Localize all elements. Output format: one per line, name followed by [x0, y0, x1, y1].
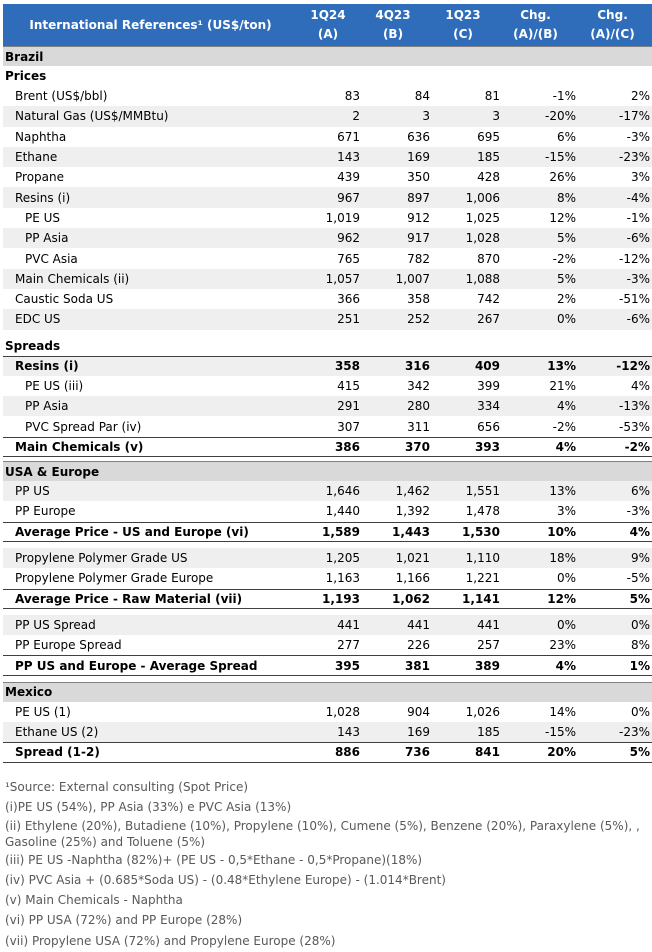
row-label: PP US and Europe - Average Spread — [15, 658, 258, 673]
value-1q23: 1,088 — [465, 271, 500, 286]
row-label: Main Chemicals (ii) — [15, 271, 130, 286]
value-1q24: 386 — [334, 439, 360, 454]
value-chg-ac: 2% — [630, 89, 650, 104]
value-chg-ab: 0% — [556, 571, 576, 586]
value-chg-ac: 8% — [630, 638, 650, 653]
value-4q23: 1,007 — [395, 271, 430, 286]
value-4q23: 350 — [407, 170, 430, 185]
value-1q23: 695 — [477, 129, 500, 144]
value-chg-ab: 12% — [547, 591, 576, 606]
row-label: PE US (1) — [15, 704, 71, 719]
row-label: PP US — [15, 484, 50, 499]
value-1q23: 399 — [477, 379, 500, 393]
row-label: PE US (iii) — [25, 379, 84, 393]
value-4q23: 280 — [407, 399, 430, 414]
value-chg-ac: -3% — [626, 129, 650, 144]
value-chg-ac: 9% — [630, 551, 650, 566]
value-4q23: 358 — [407, 292, 430, 307]
value-chg-ac: 6% — [630, 484, 650, 499]
value-1q24: 277 — [337, 638, 360, 653]
value-1q24: 143 — [337, 150, 360, 165]
value-1q23: 3 — [492, 109, 500, 124]
value-chg-ac: -12% — [618, 251, 650, 266]
value-1q24: 967 — [337, 190, 360, 205]
value-chg-ac: 0% — [630, 704, 650, 719]
section-usa-europe: USA & Europe — [3, 461, 652, 481]
table-row — [3, 289, 652, 309]
value-1q24: 439 — [337, 170, 360, 185]
table-row — [3, 742, 652, 762]
table-row — [3, 615, 652, 635]
value-4q23: 782 — [407, 251, 430, 266]
table-row — [3, 702, 652, 722]
value-chg-ab: 6% — [556, 129, 576, 144]
section-brazil: Brazil — [3, 46, 652, 66]
value-chg-ab: -2% — [552, 251, 576, 266]
value-chg-ac: -5% — [626, 571, 650, 586]
row-label: PVC Asia — [25, 251, 78, 266]
table-row — [3, 655, 652, 675]
table-title: International References¹ (US$/ton) — [29, 18, 272, 32]
value-4q23: 316 — [404, 359, 430, 374]
footnote-source: ¹Source: External consulting (Spot Price) — [5, 780, 249, 794]
row-label: Resins (i) — [15, 190, 71, 205]
table-row — [3, 228, 652, 248]
value-chg-ab: 21% — [549, 379, 576, 393]
value-1q23: 870 — [477, 251, 500, 266]
value-1q23: 742 — [477, 292, 500, 307]
row-label: PP Europe — [15, 504, 76, 519]
row-label: PP Asia — [25, 231, 69, 246]
footnote-vi: (vi) PP USA (72%) and PP Europe (28%) — [5, 913, 243, 928]
value-1q23: 1,026 — [465, 704, 500, 719]
value-chg-ab: 13% — [549, 484, 576, 499]
value-1q24: 83 — [344, 89, 360, 104]
value-1q24: 366 — [337, 292, 360, 307]
value-chg-ac: 1% — [629, 658, 650, 673]
column-header-chg-ac: Chg. (A)/(C) — [590, 8, 635, 41]
value-chg-ac: -13% — [618, 399, 650, 414]
value-1q24: 251 — [337, 312, 360, 327]
value-4q23: 897 — [407, 190, 430, 205]
value-4q23: 226 — [407, 638, 430, 653]
row-label: Naphtha — [15, 129, 67, 144]
value-4q23: 1,021 — [395, 551, 430, 566]
subsection-prices: Prices — [5, 69, 47, 83]
value-chg-ac: -2% — [624, 439, 650, 454]
value-chg-ac: 0% — [630, 617, 650, 632]
value-1q23: 1,551 — [465, 484, 500, 499]
column-header-1q23: 1Q23 (C) — [445, 8, 481, 41]
value-1q23: 428 — [477, 170, 500, 185]
value-1q23: 185 — [477, 725, 500, 740]
table-row — [3, 376, 652, 396]
value-4q23: 169 — [407, 150, 430, 165]
value-1q23: 1,478 — [465, 504, 500, 519]
value-4q23: 311 — [407, 419, 430, 434]
value-1q24: 307 — [337, 419, 360, 434]
value-chg-ab: 14% — [549, 704, 576, 719]
value-1q23: 409 — [474, 359, 500, 374]
value-chg-ab: 20% — [547, 745, 576, 760]
footnote-v: (v) Main Chemicals - Naphtha — [5, 893, 183, 908]
value-1q23: 1,141 — [462, 591, 500, 606]
value-chg-ac: -6% — [626, 231, 650, 246]
table-row — [3, 522, 652, 542]
value-4q23: 917 — [407, 231, 430, 246]
value-4q23: 169 — [407, 725, 430, 740]
value-chg-ab: 4% — [556, 399, 576, 414]
value-chg-ab: 4% — [555, 658, 576, 673]
column-header-4q23: 4Q23 (B) — [375, 8, 411, 41]
table-row — [3, 635, 652, 655]
value-chg-ac: -6% — [626, 312, 650, 327]
table-row — [3, 568, 652, 588]
table-row — [3, 309, 652, 329]
value-chg-ac: 4% — [629, 524, 650, 539]
row-label: PP Asia — [25, 399, 69, 414]
value-1q24: 1,057 — [325, 271, 360, 286]
value-1q24: 1,205 — [325, 551, 360, 566]
row-label: Propane — [15, 170, 64, 185]
row-label: PP US Spread — [15, 617, 96, 632]
value-chg-ab: 2% — [556, 292, 576, 307]
footnote-ii-cont: Gasoline (25%) and Toluene (5%) — [5, 834, 206, 849]
value-1q24: 886 — [334, 745, 360, 760]
value-chg-ac: -51% — [618, 292, 650, 307]
value-chg-ab: 23% — [549, 638, 576, 653]
value-chg-ab: 3% — [556, 504, 576, 519]
value-1q23: 1,025 — [465, 210, 500, 225]
value-chg-ab: 12% — [549, 210, 576, 225]
row-label: Resins (i) — [15, 359, 79, 374]
value-chg-ab: -15% — [544, 725, 576, 740]
value-chg-ab: 26% — [549, 170, 576, 185]
value-chg-ab: -1% — [552, 89, 576, 104]
column-header-chg-ab: Chg. (A)/(B) — [513, 8, 558, 41]
value-chg-ac: -53% — [618, 419, 650, 434]
value-chg-ac: -4% — [626, 190, 650, 205]
value-chg-ac: 5% — [629, 591, 650, 606]
table-row — [3, 437, 652, 457]
value-chg-ac: -3% — [626, 271, 650, 286]
value-1q23: 267 — [477, 312, 500, 327]
value-1q24: 1,028 — [325, 704, 360, 719]
value-chg-ac: 3% — [630, 170, 650, 185]
value-1q23: 841 — [474, 745, 500, 760]
row-label: Ethane — [15, 150, 58, 165]
value-1q24: 1,440 — [325, 504, 360, 519]
value-1q24: 143 — [337, 725, 360, 740]
row-label: Average Price - Raw Material (vii) — [15, 591, 243, 606]
value-chg-ac: -17% — [618, 109, 650, 124]
value-4q23: 252 — [407, 312, 430, 327]
value-4q23: 1,062 — [392, 591, 430, 606]
value-1q24: 671 — [337, 129, 360, 144]
value-chg-ab: -15% — [544, 150, 576, 165]
value-4q23: 904 — [407, 704, 430, 719]
value-1q23: 185 — [477, 150, 500, 165]
footnotes — [5, 777, 650, 951]
value-chg-ac: -23% — [618, 150, 650, 165]
value-4q23: 1,443 — [392, 524, 430, 539]
value-1q24: 1,589 — [322, 524, 360, 539]
value-1q24: 1,163 — [325, 571, 360, 586]
table-row — [3, 356, 652, 376]
value-4q23: 636 — [407, 129, 430, 144]
row-label: PE US — [25, 210, 61, 225]
value-chg-ab: 10% — [547, 524, 576, 539]
value-1q24: 395 — [334, 658, 360, 673]
table-row — [3, 86, 652, 106]
value-1q23: 393 — [474, 439, 500, 454]
value-1q23: 656 — [477, 419, 500, 434]
table-row — [3, 269, 652, 289]
value-chg-ac: -23% — [618, 725, 650, 740]
value-1q23: 81 — [484, 89, 500, 104]
subsection-spreads: Spreads — [5, 338, 61, 353]
row-label: EDC US — [15, 312, 61, 327]
value-chg-ac: -12% — [616, 359, 650, 374]
column-header-1q24: 1Q24 (A) — [310, 8, 346, 41]
table-row — [3, 106, 652, 126]
row-label: PP Europe Spread — [15, 638, 122, 653]
table-row — [3, 501, 652, 521]
value-chg-ab: 8% — [556, 190, 576, 205]
value-chg-ab: 18% — [549, 551, 576, 566]
value-chg-ab: 5% — [556, 231, 576, 246]
footnote-ii: (ii) Ethylene (20%), Butadiene (10%), Propylene (10%), Cumene (5%), Benzene (20%), Paraxylene (5%), , — [5, 818, 640, 833]
table-row — [3, 167, 652, 187]
row-label: Average Price - US and Europe (vi) — [15, 524, 249, 539]
value-4q23: 3 — [422, 109, 430, 124]
row-label: Natural Gas (US$/MMBtu) — [15, 109, 169, 124]
table-header — [3, 4, 652, 46]
table-row — [3, 127, 652, 147]
value-4q23: 441 — [407, 617, 430, 632]
value-chg-ab: 5% — [556, 271, 576, 286]
footnote-iv: (iv) PVC Asia + (0.685*Soda US) - (0.48*Ethylene Europe) - (1.014*Brent) — [5, 872, 446, 887]
row-label: Propylene Polymer Grade US — [15, 551, 188, 566]
value-1q23: 257 — [477, 638, 500, 653]
row-label: Main Chemicals (v) — [15, 439, 144, 454]
table-row — [3, 147, 652, 167]
value-4q23: 381 — [404, 658, 430, 673]
value-chg-ac: 4% — [630, 379, 650, 393]
value-1q24: 2 — [352, 109, 360, 124]
value-1q23: 1,006 — [465, 190, 500, 205]
value-chg-ab: 0% — [556, 312, 576, 327]
international-references-table — [3, 4, 652, 763]
table-row — [3, 722, 652, 742]
table-row — [3, 396, 652, 416]
value-1q24: 441 — [337, 617, 360, 632]
value-1q24: 1,019 — [325, 210, 360, 225]
table-row — [3, 416, 652, 436]
value-1q23: 441 — [477, 617, 500, 632]
value-4q23: 342 — [407, 379, 430, 393]
value-4q23: 370 — [404, 439, 430, 454]
value-chg-ab: -2% — [552, 419, 576, 434]
value-chg-ab: 4% — [555, 439, 576, 454]
value-1q23: 1,221 — [465, 571, 500, 586]
value-1q24: 1,193 — [322, 591, 360, 606]
value-4q23: 736 — [404, 745, 430, 760]
value-4q23: 84 — [414, 89, 430, 104]
section-mexico: Mexico — [3, 682, 652, 702]
value-1q24: 765 — [337, 251, 360, 266]
value-1q24: 358 — [334, 359, 360, 374]
row-label: PVC Spread Par (iv) — [25, 419, 142, 434]
value-1q24: 962 — [337, 231, 360, 246]
value-1q23: 1,530 — [462, 524, 500, 539]
value-chg-ab: 13% — [547, 359, 576, 374]
value-chg-ac: 5% — [629, 745, 650, 760]
value-1q23: 1,028 — [465, 231, 500, 246]
table-row — [3, 248, 652, 268]
value-1q23: 1,110 — [465, 551, 500, 566]
table-row — [3, 187, 652, 207]
table-row — [3, 548, 652, 568]
row-label: Ethane US (2) — [15, 725, 99, 740]
row-label: Propylene Polymer Grade Europe — [15, 571, 214, 586]
table-row — [3, 208, 652, 228]
value-chg-ab: -20% — [544, 109, 576, 124]
footnote-i: (i)PE US (54%), PP Asia (33%) e PVC Asia (13%) — [5, 800, 292, 815]
value-1q24: 415 — [337, 379, 360, 393]
table-row — [3, 481, 652, 501]
row-label: Caustic Soda US — [15, 292, 114, 307]
value-1q23: 334 — [477, 399, 500, 414]
row-label: Brent (US$/bbl) — [15, 89, 108, 104]
value-4q23: 1,166 — [395, 571, 430, 586]
table-row — [3, 589, 652, 609]
value-1q23: 389 — [474, 658, 500, 673]
row-label: Spread (1-2) — [15, 745, 100, 760]
value-chg-ac: -1% — [626, 210, 650, 225]
value-chg-ac: -3% — [626, 504, 650, 519]
footnote-vii: (vii) Propylene USA (72%) and Propylene Europe (28%) — [5, 933, 336, 948]
value-4q23: 912 — [407, 210, 430, 225]
value-chg-ab: 0% — [556, 617, 576, 632]
footnote-iii: (iii) PE US -Naphtha (82%)+ (PE US - 0,5*Ethane - 0,5*Propane)(18%) — [5, 852, 423, 867]
value-1q24: 291 — [337, 399, 360, 414]
value-1q24: 1,646 — [325, 484, 360, 499]
value-4q23: 1,392 — [395, 504, 430, 519]
value-4q23: 1,462 — [395, 484, 430, 499]
